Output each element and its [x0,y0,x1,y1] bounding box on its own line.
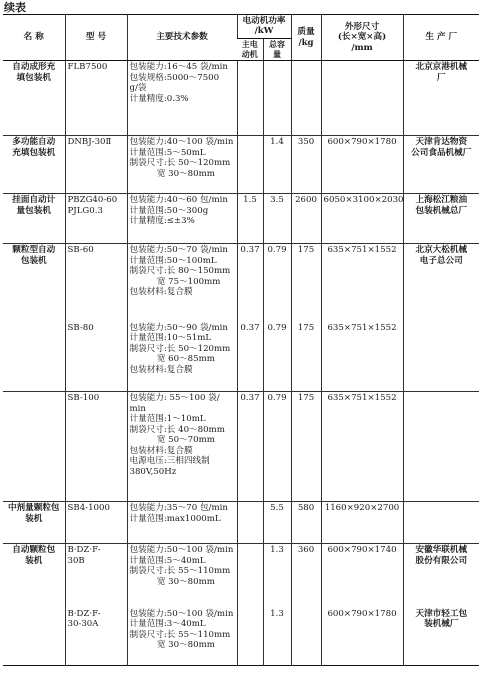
row-total-power: 1.4 [263,136,291,194]
header-params: 主要技术参数 [127,15,237,61]
row-main-power: 0.37 [237,244,263,322]
row-params: 包装能力:50～100 袋/min 计量范围:3～40mL 制袋尺寸:长 55～110mm 宽 30～80mm [127,608,237,666]
row-maker: 北京京港机械 厂 [403,61,479,136]
row-total-power: 1.3 [263,544,291,608]
row-maker: 安徽华联机械 股份有限公司 [403,544,479,608]
row-name: 颗粒型自动 包装机 [3,244,65,322]
row-main-power [237,608,263,666]
row-maker [403,502,479,544]
row-model: FLB7500 [65,61,127,136]
header-model: 型 号 [65,15,127,61]
row-name [3,322,65,392]
row-name: 挂面自动计 量包装机 [3,194,65,244]
table-row [3,322,479,392]
row-main-power: 0.37 [237,322,263,392]
row-dims: 600×790×1780 [321,136,403,194]
row-total-power [263,61,291,136]
table-row [3,608,479,666]
row-main-power: 0.37 [237,392,263,502]
row-dims: 600×790×1780 [321,608,403,666]
row-name [3,392,65,502]
row-dims: 635×751×1552 [321,244,403,322]
row-maker [403,322,479,392]
row-params: 包装能力:40～60 包/min 计量范围:50～300g 计量精度:≤±3% [127,194,237,244]
row-model: SB-60 [65,244,127,322]
row-mass: 580 [291,502,321,544]
row-main-power [237,136,263,194]
row-mass: 350 [291,136,321,194]
row-model: SB-80 [65,322,127,392]
row-total-power: 0.79 [263,322,291,392]
row-model: SB-100 [65,392,127,502]
row-mass [291,608,321,666]
header-main-power: 主电 动机 [237,38,263,61]
row-mass [291,61,321,136]
row-total-power: 5.5 [263,502,291,544]
row-main-power: 1.5 [237,194,263,244]
row-name: 中剂量颗粒包 装机 [3,502,65,544]
header-name: 名 称 [3,15,65,61]
row-mass: 360 [291,544,321,608]
row-dims: 635×751×1552 [321,322,403,392]
row-dims: 1160×920×2700 [321,502,403,544]
row-model: PBZG40-60 PJLG0.3 [65,194,127,244]
row-maker: 天津肯达物资 公司食品机械厂 [403,136,479,194]
table-row [3,61,479,136]
row-total-power: 0.79 [263,244,291,322]
row-name: 自动颗粒包 装机 [3,544,65,608]
row-total-power: 0.79 [263,392,291,502]
row-params: 包装能力:50～90 袋/min 计量范围:10～51mL 制袋尺寸:长 50～120mm 宽 60～85mm 包装材料:复合膜 [127,322,237,392]
row-dims: 635×751×1552 [321,392,403,502]
row-total-power: 1.3 [263,608,291,666]
row-dims: 6050×3100×2030 [321,194,403,244]
row-mass: 175 [291,244,321,322]
row-mass: 2600 [291,194,321,244]
row-params: 包装能力: 55～100 袋/ min 计量范围:1～10mL 制袋尺寸:长 40～80mm 宽 50～70mm 包装材料:复合膜 电源电压:三相四线制 380V,50Hz [127,392,237,502]
table-row [3,194,479,244]
table-caption: 续表 [4,1,26,14]
machine-spec-table [3,14,479,666]
row-name: 自动成形充 填包装机 [3,61,65,136]
table-row [3,136,479,194]
table-row [3,544,479,608]
row-main-power [237,61,263,136]
row-name: 多功能自动 充填包装机 [3,136,65,194]
row-params: 包装能力:16～45 袋/min 包装规格:5000～7500 g/袋 计量精度:0.3% [127,61,237,136]
row-mass: 175 [291,322,321,392]
row-model: DNBJ-30Ⅱ [65,136,127,194]
header-maker: 生 产 厂 [403,15,479,61]
row-model: B·DZ·F- 30-30A [65,608,127,666]
table-row [3,244,479,322]
row-dims [321,61,403,136]
row-params: 包装能力:35～70 包/min 计量范围:max1000mL [127,502,237,544]
header-power: 电动机功率 /kW [237,15,291,39]
row-params: 包装能力:50～70 袋/min 计量范围:50～100mL 制袋尺寸:长 80～150mm 宽 75～100mm 包装材料:复合膜 [127,244,237,322]
row-total-power: 3.5 [263,194,291,244]
row-params: 包装能力:40～100 袋/min 计量范围:5～50mL 制袋尺寸:长 50～120mm 宽 30～80mm [127,136,237,194]
row-maker: 北京大松机械 电子总公司 [403,244,479,322]
row-maker [403,392,479,502]
row-model: SB4-1000 [65,502,127,544]
table-row [3,392,479,502]
row-maker: 上海松江粮油 包装机械总厂 [403,194,479,244]
row-maker: 天津市轻工包 装机械厂 [403,608,479,666]
row-dims: 600×790×1740 [321,544,403,608]
row-model: B·DZ·F- 30B [65,544,127,608]
header-dims: 外形尺寸 (长×宽×高) /mm [321,15,403,61]
row-name [3,608,65,666]
table-row [3,502,479,544]
header-mass: 质量 /kg [291,15,321,61]
row-main-power [237,544,263,608]
row-mass: 175 [291,392,321,502]
header-total-power: 总容量 [263,38,291,61]
row-params: 包装能力:50～100 袋/min 计量范围:5～40mL 制袋尺寸:长 55～110mm 宽 30～80mm [127,544,237,608]
row-main-power [237,502,263,544]
